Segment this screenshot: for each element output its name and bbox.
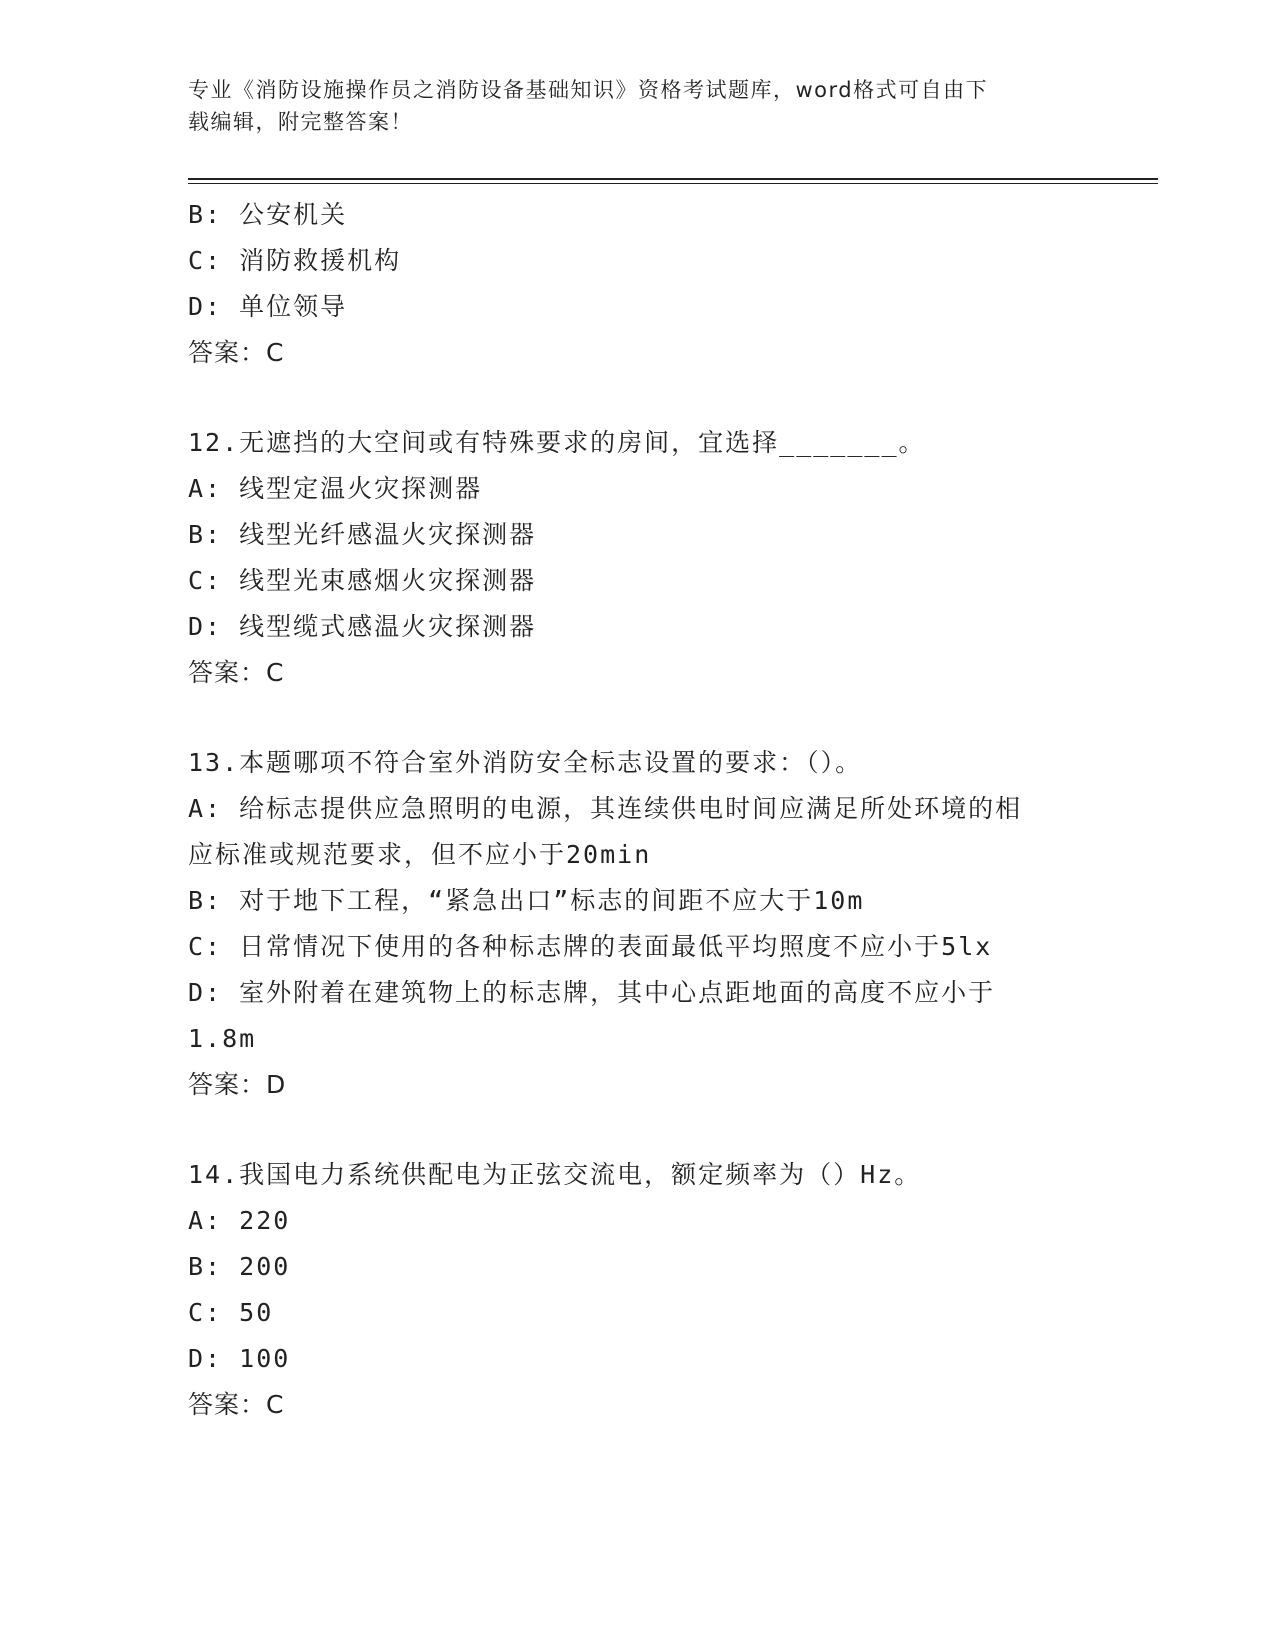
q13-option-d-line-2: 1.8m bbox=[188, 1024, 257, 1053]
header-line-2: 载编辑，附完整答案！ bbox=[188, 110, 413, 134]
q11-option-d: D: 单位领导 bbox=[188, 292, 348, 321]
q13-option-b: B: 对于地下工程，“紧急出口”标志的间距不应大于10m bbox=[188, 886, 865, 915]
q14-option-a: A: 220 bbox=[188, 1206, 291, 1235]
q14-text: 14.我国电力系统供配电为正弦交流电，额定频率为（）Hz。 bbox=[188, 1160, 922, 1189]
spacer bbox=[188, 376, 1158, 420]
q13-option-a-line-1: A: 给标志提供应急照明的电源，其连续供电时间应满足所处环境的相 bbox=[188, 794, 1023, 823]
document-page bbox=[188, 0, 1158, 1650]
q12-option-a: A: 线型定温火灾探测器 bbox=[188, 474, 483, 503]
q13-option-a-line-2: 应标准或规范要求，但不应小于20min bbox=[188, 840, 652, 869]
q14-answer: 答案：C bbox=[188, 1390, 285, 1419]
q14-option-c: C: 50 bbox=[188, 1298, 274, 1327]
header-line-1: 专业《消防设施操作员之消防设备基础知识》资格考试题库，word格式可自由下 bbox=[188, 78, 989, 102]
q11-answer: 答案：C bbox=[188, 338, 285, 367]
question-13 bbox=[188, 740, 1158, 1108]
q13-text: 13.本题哪项不符合室外消防安全标志设置的要求：（）。 bbox=[188, 748, 863, 777]
q11-option-b: B: 公安机关 bbox=[188, 200, 348, 229]
header-divider-thin bbox=[188, 183, 1158, 184]
q14-option-b: B: 200 bbox=[188, 1252, 291, 1281]
q13-option-c: C: 日常情况下使用的各种标志牌的表面最低平均照度不应小于5lx bbox=[188, 932, 993, 961]
q13-answer: 答案：D bbox=[188, 1070, 287, 1099]
q14-option-d: D: 100 bbox=[188, 1344, 291, 1373]
question-14 bbox=[188, 1152, 1158, 1428]
q12-option-b: B: 线型光纤感温火灾探测器 bbox=[188, 520, 537, 549]
spacer bbox=[188, 1108, 1158, 1152]
q11-option-c: C: 消防救援机构 bbox=[188, 246, 402, 275]
document-header bbox=[188, 74, 1088, 138]
question-12 bbox=[188, 420, 1158, 696]
question-11-tail bbox=[188, 192, 1158, 376]
q12-option-d: D: 线型缆式感温火灾探测器 bbox=[188, 612, 537, 641]
q12-answer: 答案：C bbox=[188, 658, 285, 687]
spacer bbox=[188, 696, 1158, 740]
q13-option-d-line-1: D: 室外附着在建筑物上的标志牌，其中心点距地面的高度不应小于 bbox=[188, 978, 996, 1007]
q12-option-c: C: 线型光束感烟火灾探测器 bbox=[188, 566, 537, 595]
header-divider-thick bbox=[188, 178, 1158, 180]
question-list bbox=[188, 192, 1158, 1428]
q12-text: 12.无遮挡的大空间或有特殊要求的房间，宜选择_______。 bbox=[188, 428, 926, 457]
